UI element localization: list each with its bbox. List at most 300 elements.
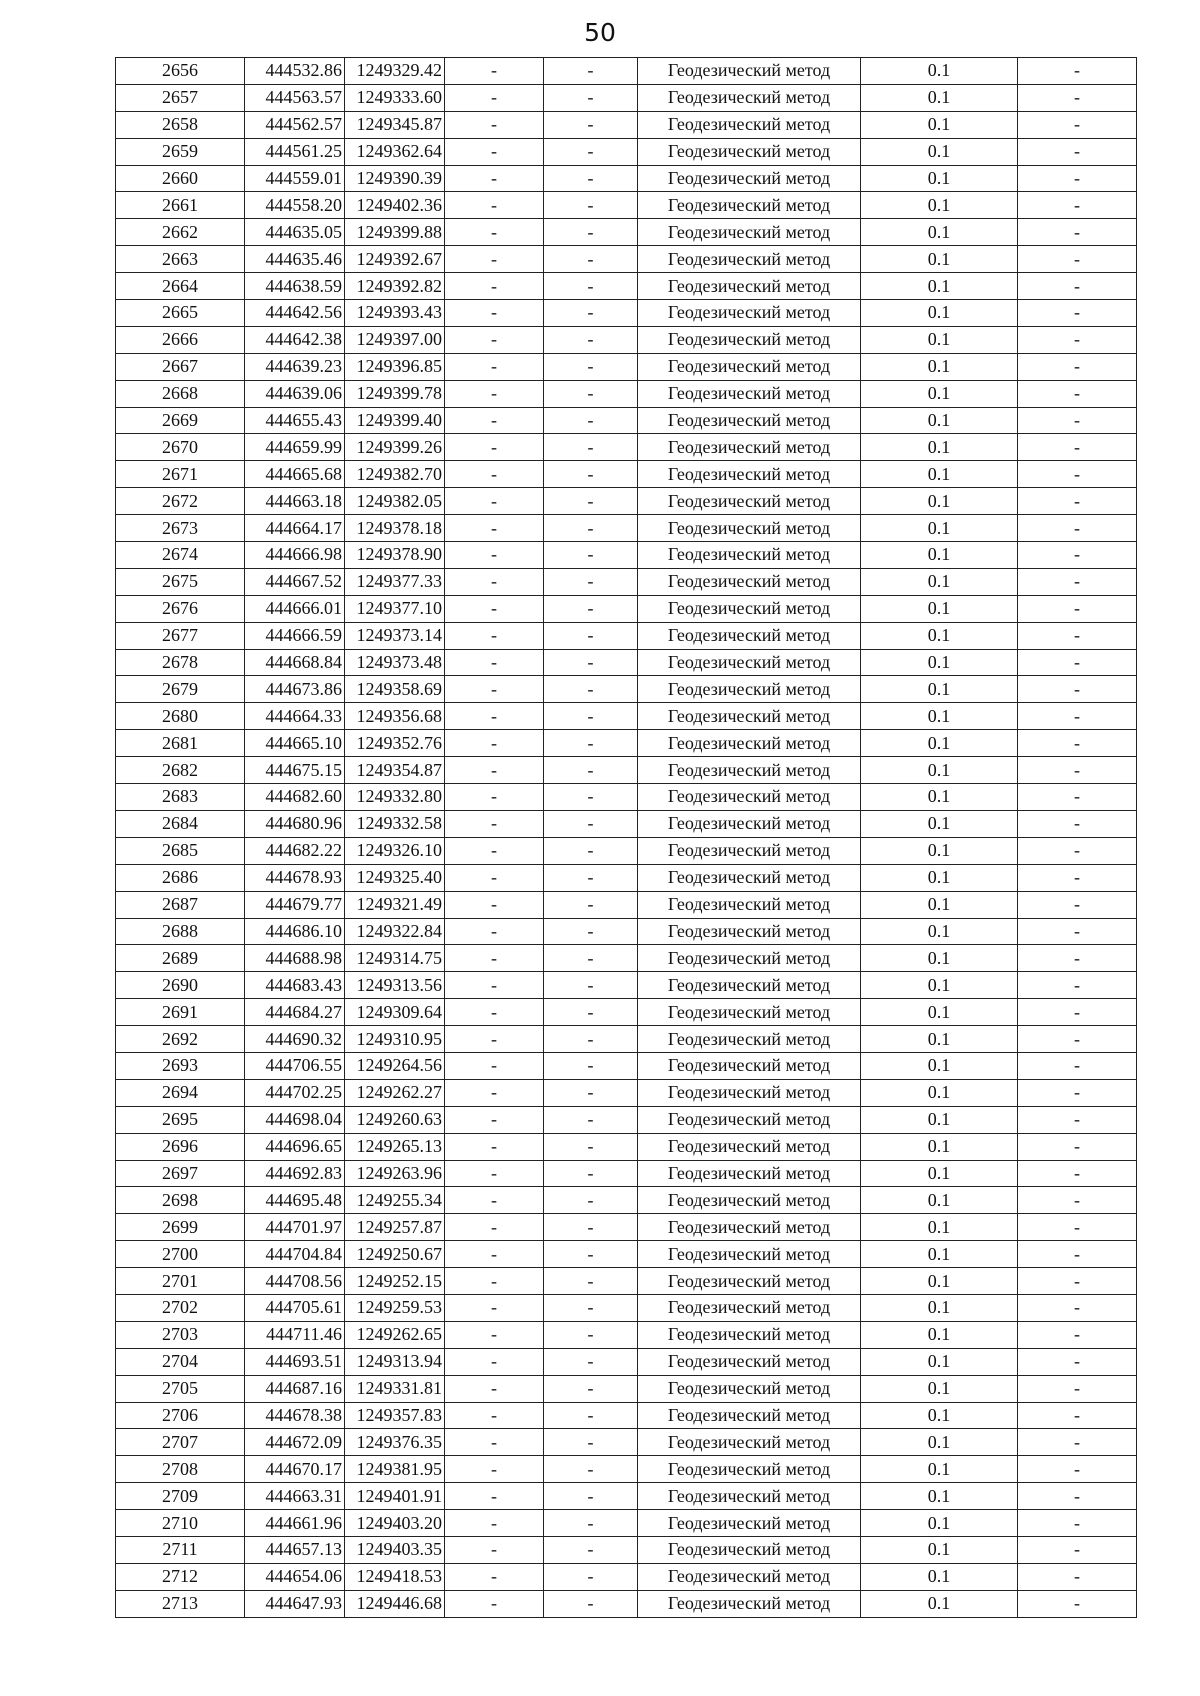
y-coordinate-cell: 1249373.14 (345, 622, 445, 649)
dash-cell: - (1018, 326, 1137, 353)
point-number-cell: 2699 (116, 1214, 245, 1241)
x-coordinate-cell: 444532.86 (245, 58, 345, 85)
dash-cell: - (1018, 300, 1137, 327)
y-coordinate-cell: 1249329.42 (345, 58, 445, 85)
dash-cell: - (544, 1052, 638, 1079)
accuracy-cell: 0.1 (861, 542, 1018, 569)
dash-cell: - (544, 434, 638, 461)
method-cell: Геодезический метод (638, 1187, 861, 1214)
dash-cell: - (445, 945, 544, 972)
dash-cell: - (445, 1483, 544, 1510)
accuracy-cell: 0.1 (861, 622, 1018, 649)
accuracy-cell: 0.1 (861, 407, 1018, 434)
method-cell: Геодезический метод (638, 676, 861, 703)
method-cell: Геодезический метод (638, 784, 861, 811)
y-coordinate-cell: 1249403.35 (345, 1536, 445, 1563)
point-number-cell: 2709 (116, 1483, 245, 1510)
x-coordinate-cell: 444682.22 (245, 837, 345, 864)
table-row (116, 1106, 1137, 1133)
table-row (116, 810, 1137, 837)
dash-cell: - (1018, 837, 1137, 864)
accuracy-cell: 0.1 (861, 326, 1018, 353)
point-number-cell: 2691 (116, 999, 245, 1026)
dash-cell: - (445, 1375, 544, 1402)
y-coordinate-cell: 1249325.40 (345, 864, 445, 891)
dash-cell: - (445, 999, 544, 1026)
dash-cell: - (1018, 192, 1137, 219)
method-cell: Геодезический метод (638, 1079, 861, 1106)
point-number-cell: 2670 (116, 434, 245, 461)
dash-cell: - (1018, 1160, 1137, 1187)
x-coordinate-cell: 444642.56 (245, 300, 345, 327)
dash-cell: - (544, 595, 638, 622)
dash-cell: - (544, 192, 638, 219)
point-number-cell: 2674 (116, 542, 245, 569)
dash-cell: - (544, 864, 638, 891)
x-coordinate-cell: 444683.43 (245, 972, 345, 999)
accuracy-cell: 0.1 (861, 1375, 1018, 1402)
accuracy-cell: 0.1 (861, 138, 1018, 165)
method-cell: Геодезический метод (638, 300, 861, 327)
dash-cell: - (544, 380, 638, 407)
x-coordinate-cell: 444686.10 (245, 918, 345, 945)
method-cell: Геодезический метод (638, 945, 861, 972)
table-row (116, 58, 1137, 85)
dash-cell: - (1018, 138, 1137, 165)
dash-cell: - (544, 1079, 638, 1106)
y-coordinate-cell: 1249332.58 (345, 810, 445, 837)
dash-cell: - (445, 138, 544, 165)
table-row (116, 1510, 1137, 1537)
point-number-cell: 2687 (116, 891, 245, 918)
point-number-cell: 2685 (116, 837, 245, 864)
table-row (116, 730, 1137, 757)
dash-cell: - (544, 1294, 638, 1321)
point-number-cell: 2690 (116, 972, 245, 999)
dash-cell: - (445, 891, 544, 918)
dash-cell: - (1018, 1348, 1137, 1375)
dash-cell: - (445, 1106, 544, 1133)
accuracy-cell: 0.1 (861, 1106, 1018, 1133)
y-coordinate-cell: 1249381.95 (345, 1456, 445, 1483)
accuracy-cell: 0.1 (861, 1563, 1018, 1590)
dash-cell: - (544, 622, 638, 649)
y-coordinate-cell: 1249358.69 (345, 676, 445, 703)
dash-cell: - (544, 407, 638, 434)
point-number-cell: 2679 (116, 676, 245, 703)
dash-cell: - (445, 1321, 544, 1348)
y-coordinate-cell: 1249378.18 (345, 515, 445, 542)
y-coordinate-cell: 1249265.13 (345, 1133, 445, 1160)
method-cell: Геодезический метод (638, 891, 861, 918)
dash-cell: - (445, 542, 544, 569)
point-number-cell: 2683 (116, 784, 245, 811)
y-coordinate-cell: 1249382.05 (345, 488, 445, 515)
dash-cell: - (445, 1590, 544, 1617)
point-number-cell: 2697 (116, 1160, 245, 1187)
table-row (116, 1590, 1137, 1617)
table-row (116, 1348, 1137, 1375)
dash-cell: - (1018, 1429, 1137, 1456)
accuracy-cell: 0.1 (861, 434, 1018, 461)
dash-cell: - (544, 1510, 638, 1537)
dash-cell: - (544, 542, 638, 569)
dash-cell: - (1018, 111, 1137, 138)
dash-cell: - (1018, 1026, 1137, 1053)
accuracy-cell: 0.1 (861, 1348, 1018, 1375)
x-coordinate-cell: 444657.13 (245, 1536, 345, 1563)
accuracy-cell: 0.1 (861, 1402, 1018, 1429)
x-coordinate-cell: 444672.09 (245, 1429, 345, 1456)
dash-cell: - (1018, 595, 1137, 622)
method-cell: Геодезический метод (638, 1052, 861, 1079)
y-coordinate-cell: 1249313.56 (345, 972, 445, 999)
dash-cell: - (544, 1241, 638, 1268)
table-row (116, 999, 1137, 1026)
y-coordinate-cell: 1249399.26 (345, 434, 445, 461)
dash-cell: - (445, 1160, 544, 1187)
method-cell: Геодезический метод (638, 1294, 861, 1321)
dash-cell: - (544, 273, 638, 300)
point-number-cell: 2698 (116, 1187, 245, 1214)
y-coordinate-cell: 1249252.15 (345, 1268, 445, 1295)
y-coordinate-cell: 1249314.75 (345, 945, 445, 972)
accuracy-cell: 0.1 (861, 918, 1018, 945)
point-number-cell: 2659 (116, 138, 245, 165)
dash-cell: - (445, 1563, 544, 1590)
point-number-cell: 2666 (116, 326, 245, 353)
table-row (116, 1187, 1137, 1214)
table-row (116, 1429, 1137, 1456)
method-cell: Геодезический метод (638, 1321, 861, 1348)
accuracy-cell: 0.1 (861, 703, 1018, 730)
x-coordinate-cell: 444702.25 (245, 1079, 345, 1106)
dash-cell: - (1018, 757, 1137, 784)
dash-cell: - (445, 273, 544, 300)
dash-cell: - (445, 165, 544, 192)
table-row (116, 1321, 1137, 1348)
dash-cell: - (445, 300, 544, 327)
dash-cell: - (544, 1321, 638, 1348)
x-coordinate-cell: 444705.61 (245, 1294, 345, 1321)
dash-cell: - (544, 1563, 638, 1590)
table-row (116, 1214, 1137, 1241)
dash-cell: - (544, 1456, 638, 1483)
accuracy-cell: 0.1 (861, 1079, 1018, 1106)
table-row (116, 649, 1137, 676)
y-coordinate-cell: 1249357.83 (345, 1402, 445, 1429)
method-cell: Геодезический метод (638, 649, 861, 676)
table-row (116, 1483, 1137, 1510)
dash-cell: - (445, 784, 544, 811)
dash-cell: - (1018, 1321, 1137, 1348)
method-cell: Геодезический метод (638, 622, 861, 649)
x-coordinate-cell: 444696.65 (245, 1133, 345, 1160)
method-cell: Геодезический метод (638, 1026, 861, 1053)
method-cell: Геодезический метод (638, 380, 861, 407)
dash-cell: - (544, 246, 638, 273)
table-row (116, 837, 1137, 864)
dash-cell: - (445, 1133, 544, 1160)
dash-cell: - (544, 165, 638, 192)
table-row (116, 972, 1137, 999)
point-number-cell: 2712 (116, 1563, 245, 1590)
dash-cell: - (445, 461, 544, 488)
dash-cell: - (544, 568, 638, 595)
dash-cell: - (544, 1402, 638, 1429)
method-cell: Геодезический метод (638, 461, 861, 488)
x-coordinate-cell: 444687.16 (245, 1375, 345, 1402)
x-coordinate-cell: 444665.10 (245, 730, 345, 757)
accuracy-cell: 0.1 (861, 864, 1018, 891)
method-cell: Геодезический метод (638, 1402, 861, 1429)
x-coordinate-cell: 444664.33 (245, 703, 345, 730)
y-coordinate-cell: 1249354.87 (345, 757, 445, 784)
dash-cell: - (544, 1160, 638, 1187)
point-number-cell: 2661 (116, 192, 245, 219)
dash-cell: - (445, 1187, 544, 1214)
y-coordinate-cell: 1249352.76 (345, 730, 445, 757)
table-row (116, 84, 1137, 111)
dash-cell: - (1018, 1402, 1137, 1429)
dash-cell: - (1018, 165, 1137, 192)
accuracy-cell: 0.1 (861, 784, 1018, 811)
y-coordinate-cell: 1249310.95 (345, 1026, 445, 1053)
dash-cell: - (445, 676, 544, 703)
dash-cell: - (1018, 622, 1137, 649)
dash-cell: - (445, 730, 544, 757)
table-row (116, 891, 1137, 918)
point-number-cell: 2669 (116, 407, 245, 434)
dash-cell: - (544, 461, 638, 488)
accuracy-cell: 0.1 (861, 1536, 1018, 1563)
y-coordinate-cell: 1249313.94 (345, 1348, 445, 1375)
x-coordinate-cell: 444698.04 (245, 1106, 345, 1133)
accuracy-cell: 0.1 (861, 810, 1018, 837)
x-coordinate-cell: 444661.96 (245, 1510, 345, 1537)
y-coordinate-cell: 1249263.96 (345, 1160, 445, 1187)
y-coordinate-cell: 1249396.85 (345, 353, 445, 380)
dash-cell: - (445, 111, 544, 138)
dash-cell: - (544, 918, 638, 945)
accuracy-cell: 0.1 (861, 461, 1018, 488)
dash-cell: - (1018, 353, 1137, 380)
dash-cell: - (445, 84, 544, 111)
dash-cell: - (445, 1026, 544, 1053)
method-cell: Геодезический метод (638, 84, 861, 111)
method-cell: Геодезический метод (638, 1106, 861, 1133)
y-coordinate-cell: 1249418.53 (345, 1563, 445, 1590)
y-coordinate-cell: 1249255.34 (345, 1187, 445, 1214)
point-number-cell: 2658 (116, 111, 245, 138)
y-coordinate-cell: 1249377.10 (345, 595, 445, 622)
method-cell: Геодезический метод (638, 138, 861, 165)
accuracy-cell: 0.1 (861, 757, 1018, 784)
point-number-cell: 2703 (116, 1321, 245, 1348)
dash-cell: - (445, 595, 544, 622)
method-cell: Геодезический метод (638, 165, 861, 192)
x-coordinate-cell: 444667.52 (245, 568, 345, 595)
table-row (116, 1079, 1137, 1106)
dash-cell: - (445, 192, 544, 219)
dash-cell: - (544, 649, 638, 676)
accuracy-cell: 0.1 (861, 300, 1018, 327)
dash-cell: - (1018, 945, 1137, 972)
point-number-cell: 2700 (116, 1241, 245, 1268)
method-cell: Геодезический метод (638, 1160, 861, 1187)
accuracy-cell: 0.1 (861, 165, 1018, 192)
dash-cell: - (544, 810, 638, 837)
dash-cell: - (1018, 1241, 1137, 1268)
accuracy-cell: 0.1 (861, 488, 1018, 515)
dash-cell: - (1018, 1590, 1137, 1617)
point-number-cell: 2676 (116, 595, 245, 622)
dash-cell: - (544, 703, 638, 730)
table-row (116, 784, 1137, 811)
dash-cell: - (445, 488, 544, 515)
table-row (116, 138, 1137, 165)
point-number-cell: 2684 (116, 810, 245, 837)
dash-cell: - (1018, 568, 1137, 595)
table-row (116, 595, 1137, 622)
dash-cell: - (1018, 918, 1137, 945)
method-cell: Геодезический метод (638, 810, 861, 837)
method-cell: Геодезический метод (638, 1375, 861, 1402)
x-coordinate-cell: 444708.56 (245, 1268, 345, 1295)
point-number-cell: 2678 (116, 649, 245, 676)
dash-cell: - (445, 58, 544, 85)
dash-cell: - (445, 1241, 544, 1268)
dash-cell: - (1018, 891, 1137, 918)
dash-cell: - (445, 1214, 544, 1241)
point-number-cell: 2711 (116, 1536, 245, 1563)
y-coordinate-cell: 1249399.88 (345, 219, 445, 246)
method-cell: Геодезический метод (638, 703, 861, 730)
x-coordinate-cell: 444682.60 (245, 784, 345, 811)
dash-cell: - (445, 380, 544, 407)
x-coordinate-cell: 444706.55 (245, 1052, 345, 1079)
point-number-cell: 2664 (116, 273, 245, 300)
y-coordinate-cell: 1249377.33 (345, 568, 445, 595)
x-coordinate-cell: 444663.18 (245, 488, 345, 515)
point-number-cell: 2673 (116, 515, 245, 542)
accuracy-cell: 0.1 (861, 353, 1018, 380)
method-cell: Геодезический метод (638, 1429, 861, 1456)
dash-cell: - (544, 84, 638, 111)
table-row (116, 273, 1137, 300)
method-cell: Геодезический метод (638, 246, 861, 273)
dash-cell: - (445, 246, 544, 273)
dash-cell: - (1018, 1536, 1137, 1563)
accuracy-cell: 0.1 (861, 1456, 1018, 1483)
table-row (116, 1160, 1137, 1187)
dash-cell: - (1018, 273, 1137, 300)
x-coordinate-cell: 444659.99 (245, 434, 345, 461)
x-coordinate-cell: 444678.38 (245, 1402, 345, 1429)
dash-cell: - (1018, 864, 1137, 891)
coordinates-table-body (116, 58, 1137, 1618)
dash-cell: - (1018, 1079, 1137, 1106)
accuracy-cell: 0.1 (861, 1052, 1018, 1079)
table-row (116, 461, 1137, 488)
table-row (116, 300, 1137, 327)
x-coordinate-cell: 444693.51 (245, 1348, 345, 1375)
y-coordinate-cell: 1249376.35 (345, 1429, 445, 1456)
dash-cell: - (1018, 1106, 1137, 1133)
point-number-cell: 2695 (116, 1106, 245, 1133)
method-cell: Геодезический метод (638, 434, 861, 461)
dash-cell: - (1018, 58, 1137, 85)
dash-cell: - (1018, 1133, 1137, 1160)
point-number-cell: 2660 (116, 165, 245, 192)
dash-cell: - (1018, 515, 1137, 542)
accuracy-cell: 0.1 (861, 1590, 1018, 1617)
table-row (116, 622, 1137, 649)
method-cell: Геодезический метод (638, 111, 861, 138)
accuracy-cell: 0.1 (861, 891, 1018, 918)
y-coordinate-cell: 1249250.67 (345, 1241, 445, 1268)
point-number-cell: 2662 (116, 219, 245, 246)
dash-cell: - (544, 1187, 638, 1214)
table-row (116, 219, 1137, 246)
x-coordinate-cell: 444666.59 (245, 622, 345, 649)
dash-cell: - (1018, 676, 1137, 703)
method-cell: Геодезический метод (638, 1483, 861, 1510)
accuracy-cell: 0.1 (861, 192, 1018, 219)
table-row (116, 488, 1137, 515)
method-cell: Геодезический метод (638, 1241, 861, 1268)
y-coordinate-cell: 1249392.82 (345, 273, 445, 300)
dash-cell: - (544, 58, 638, 85)
accuracy-cell: 0.1 (861, 730, 1018, 757)
point-number-cell: 2657 (116, 84, 245, 111)
method-cell: Геодезический метод (638, 730, 861, 757)
point-number-cell: 2668 (116, 380, 245, 407)
y-coordinate-cell: 1249259.53 (345, 1294, 445, 1321)
x-coordinate-cell: 444639.23 (245, 353, 345, 380)
dash-cell: - (1018, 542, 1137, 569)
point-number-cell: 2702 (116, 1294, 245, 1321)
point-number-cell: 2686 (116, 864, 245, 891)
x-coordinate-cell: 444711.46 (245, 1321, 345, 1348)
method-cell: Геодезический метод (638, 837, 861, 864)
point-number-cell: 2677 (116, 622, 245, 649)
dash-cell: - (544, 1375, 638, 1402)
dash-cell: - (1018, 972, 1137, 999)
y-coordinate-cell: 1249262.65 (345, 1321, 445, 1348)
accuracy-cell: 0.1 (861, 676, 1018, 703)
dash-cell: - (445, 568, 544, 595)
dash-cell: - (544, 138, 638, 165)
accuracy-cell: 0.1 (861, 837, 1018, 864)
y-coordinate-cell: 1249399.78 (345, 380, 445, 407)
dash-cell: - (1018, 1052, 1137, 1079)
dash-cell: - (445, 1536, 544, 1563)
table-row (116, 918, 1137, 945)
point-number-cell: 2707 (116, 1429, 245, 1456)
dash-cell: - (1018, 1483, 1137, 1510)
dash-cell: - (445, 864, 544, 891)
accuracy-cell: 0.1 (861, 1160, 1018, 1187)
dash-cell: - (445, 219, 544, 246)
accuracy-cell: 0.1 (861, 273, 1018, 300)
dash-cell: - (1018, 219, 1137, 246)
y-coordinate-cell: 1249392.67 (345, 246, 445, 273)
method-cell: Геодезический метод (638, 568, 861, 595)
x-coordinate-cell: 444562.57 (245, 111, 345, 138)
accuracy-cell: 0.1 (861, 380, 1018, 407)
x-coordinate-cell: 444666.01 (245, 595, 345, 622)
